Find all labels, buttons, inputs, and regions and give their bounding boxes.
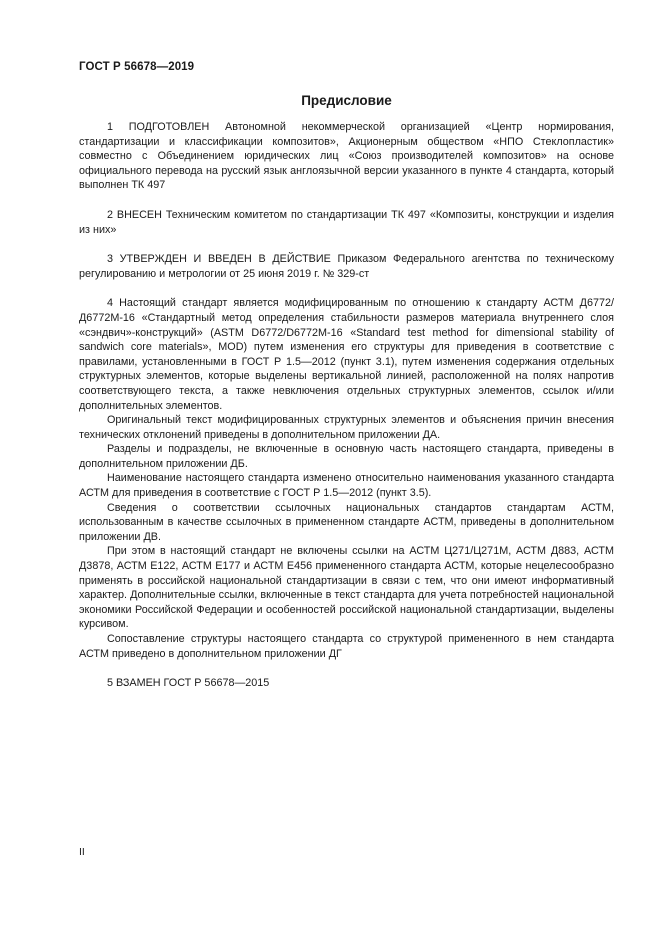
paragraph-prepared: 1 ПОДГОТОВЛЕН Автономной некоммерческой организацией «Центр нормирования, стандартизации и классификации композитов», Акционерным обществом «НПО Стеклопластик» совместно с Объединением юридических лиц «Союз производителей композитов» на основе официального перевода на русский язык англоязычной версии указанного в пункте 4 стандарта, который выполнен ТК 497 xyxy=(79,121,614,192)
preface-body xyxy=(79,120,614,691)
paragraph-replaces: 5 ВЗАМЕН ГОСТ Р 56678—2015 xyxy=(107,677,270,690)
paragraph-approved: 3 УТВЕРЖДЕН И ВВЕДЕН В ДЕЙСТВИЕ Приказом Федерального агентства по техническому регулированию и метрологии от 25 июня 2019 г. № 329-ст xyxy=(79,253,614,280)
paragraph-introduced: 2 ВНЕСЕН Техническим комитетом по стандартизации ТК 497 «Композиты, конструкции и изделия из них» xyxy=(79,208,614,236)
section-title: Предисловие xyxy=(301,93,392,108)
paragraph-modified-standard: 4 Настоящий стандарт является модифицированным по отношению к стандарту АСТМ Д6772/Д6772М-16 «Стандартный метод определения стабильности размеров материала внутреннего слоя «сэндвич»-конструкций» (ASTM D6772/D6772M-16 «Standard test method for dimensional stability of sandwich core materials», MOD) путем изменения его структуры для приведения в соответствие с правилами, установленными в ГОСТ Р 1.5—2012 (пункт 3.1), путем изменения содержания отдельных структурных элементов, которые выделены вертикальной линией, расположенной на полях напротив соответствующего текста, а также невключения отдельных структурных элементов, ссылок и/или дополнительных элементов. xyxy=(79,297,614,412)
paragraph-references-info: Сведения о соответствии ссылочных национальных стандартов стандартам АСТМ, использованным в качестве ссылочных в примененном стандарте АСТМ, приведены в дополнительном приложении ДВ. xyxy=(79,501,614,543)
paragraph-excluded-references: При этом в настоящий стандарт не включены ссылки на АСТМ Ц271/Ц271М, АСТМ Д883, АСТМ Д3878, АСТМ Е122, АСТМ Е177 и АСТМ Е456 примененного стандарта АСТМ, которые нецелесообразно применять в российской национальной стандартизации в связи с тем, что они имеют информативный характер. Дополнительные ссылки, включенные в текст стандарта для учета потребностей национальной экономики Российской Федерации и особенностей российской национальной стандартизации, выделены курсивом. xyxy=(79,545,614,631)
paragraph-original-text: Оригинальный текст модифицированных структурных элементов и объяснения причин внесения технических отклонений приведены в дополнительном приложении ДА. xyxy=(79,414,614,441)
document-number-header: ГОСТ Р 56678—2019 xyxy=(79,61,195,73)
paragraph-sections: Разделы и подразделы, не включенные в основную часть настоящего стандарта, приведены в дополнительном приложении ДБ. xyxy=(79,443,614,470)
paragraph-structure-comparison: Сопоставление структуры настоящего стандарта со структурой примененного в нем стандарта АСТМ приведено в дополнительном приложении ДГ xyxy=(79,633,614,660)
paragraph-name-change: Наименование настоящего стандарта изменено относительно наименования указанного стандарта АСТМ для приведения в соответствие с ГОСТ Р 1.5—2012 (пункт 3.5). xyxy=(79,472,614,500)
page-number: II xyxy=(79,846,85,858)
